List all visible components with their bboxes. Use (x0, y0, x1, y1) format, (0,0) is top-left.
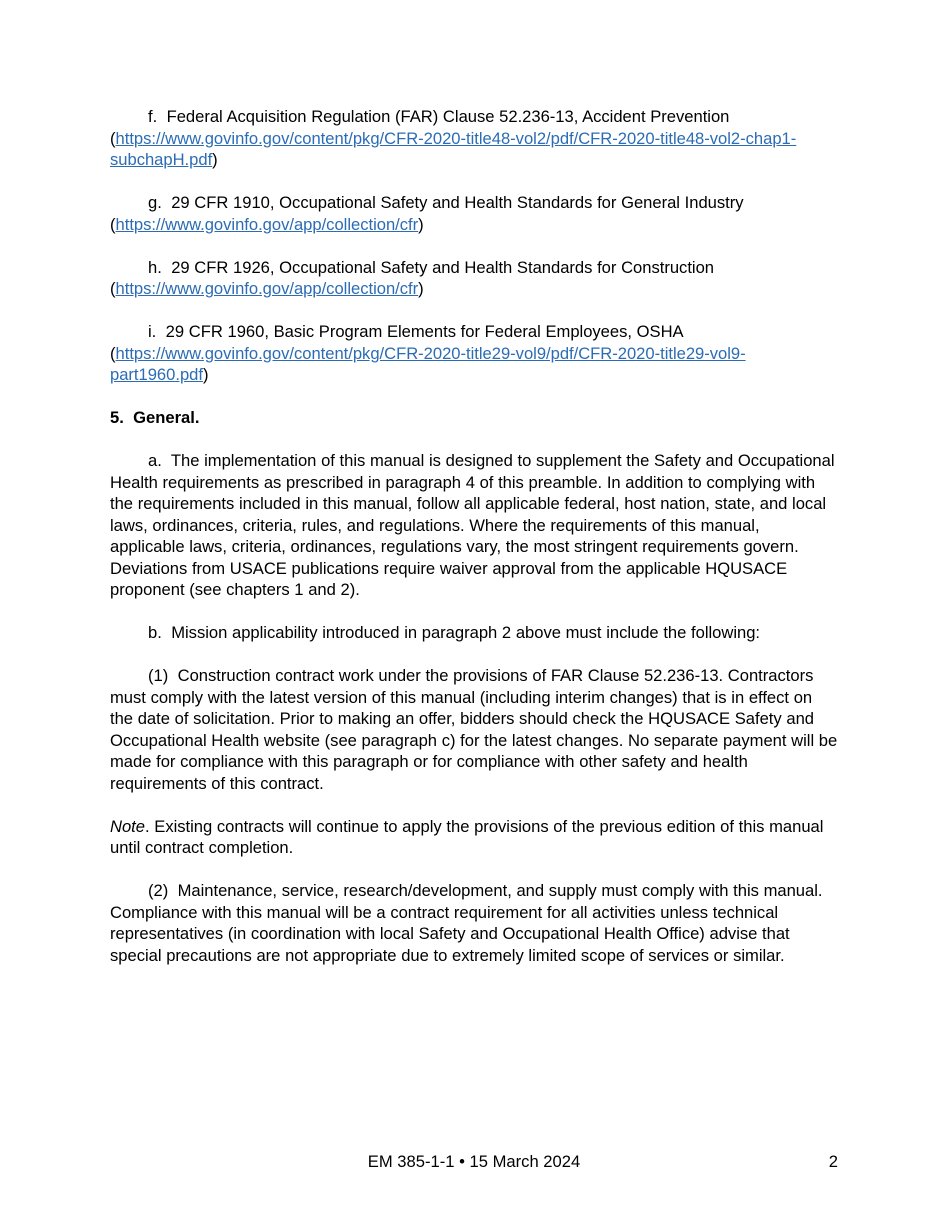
reference-item-g-label: g. (148, 193, 162, 212)
label-gap (156, 322, 165, 341)
reference-item-g-text: 29 CFR 1910, Occupational Safety and Health Standards for General Industry (171, 193, 744, 212)
footer-page-number: 2 (828, 1152, 838, 1171)
section-5-para-b-label: b. (148, 623, 162, 642)
close-paren: ) (418, 214, 424, 234)
label-gap (162, 451, 171, 470)
section-5-item-1 (110, 665, 838, 794)
section-5-note (110, 816, 838, 859)
label-gap (162, 258, 171, 277)
label-gap (124, 408, 133, 427)
reference-item-h (110, 257, 838, 300)
footer-document-id: EM 385-1-1 • 15 March 2024 (367, 1152, 581, 1171)
section-5-para-a-text: The implementation of this manual is designed to supplement the Safety and Occupational Health requirements as prescribed in paragraph 4 of this preamble. In addition to complying with the requirements included in this manual, follow all applicable federal, host nation, state, and local laws, ordinances, criteria, rules, and regulations. Where the requirements of this manual, applicable laws, criteria, ordinances, regulations vary, the most stringent requirements govern. Deviations from USACE publications require waiver approval from the applicable HQUSACE proponent (see chapters 1 and 2). (110, 451, 835, 599)
label-gap (162, 193, 171, 212)
open-paren: ( (110, 128, 116, 148)
reference-item-h-link[interactable]: https://www.govinfo.gov/app/collection/cfr (115, 279, 419, 298)
label-gap (168, 666, 177, 685)
reference-item-f-text: Federal Acquisition Regulation (FAR) Clause 52.236-13, Accident Prevention (166, 107, 730, 126)
section-5-para-a (110, 450, 838, 601)
page-footer (110, 1150, 838, 1174)
section-5-item-1-label: (1) (148, 666, 169, 685)
reference-item-h-label: h. (148, 257, 162, 277)
section-5-number: 5. (110, 408, 124, 427)
reference-item-i-link[interactable]: https://www.govinfo.gov/content/pkg/CFR-2020-title29-vol9/pdf/CFR-2020-title29-vol9-part1960.pdf (110, 343, 746, 384)
reference-item-f (110, 106, 838, 171)
section-5-heading (110, 407, 838, 429)
page-body (110, 106, 838, 966)
close-paren: ) (212, 150, 218, 169)
section-5-title: General. (133, 408, 200, 427)
section-5-para-b-text: Mission applicability introduced in paragraph 2 above must include the following: (171, 623, 761, 642)
open-paren: ( (110, 343, 116, 363)
section-5-item-2 (110, 880, 838, 966)
section-5-item-2-label: (2) (148, 881, 169, 900)
reference-item-i-text: 29 CFR 1960, Basic Program Elements for Federal Employees, OSHA (165, 322, 684, 341)
reference-item-i (110, 321, 838, 386)
section-5-note-label: Note (110, 816, 145, 836)
open-paren: ( (110, 279, 116, 298)
section-5-para-b (110, 622, 838, 644)
reference-item-i-label: i. (148, 322, 157, 341)
close-paren: ) (202, 365, 209, 384)
open-paren: ( (110, 214, 116, 234)
section-5-item-1-text: Construction contract work under the provisions of FAR Clause 52.236-13. Contractors must comply with the latest version of this manual (including interim changes) that is in effect on the date of solicitation. Prior to making an offer, bidders should check the HQUSACE Safety and Occupational Health website (see paragraph c) for the latest changes. No separate payment will be made for compliance with this paragraph or for compliance with other safety and health requirements of this contract. (110, 666, 838, 793)
reference-item-g-link[interactable]: https://www.govinfo.gov/app/collection/cfr (115, 214, 419, 234)
section-5-item-2-text: Maintenance, service, research/development, and supply must comply with this manual. Compliance with this manual will be a contract requirement for all activities unless technical representatives (in coordination with local Safety and Occupational Health Office) advise that special precautions are not appropriate due to extremely limited scope of services or similar. (110, 881, 823, 965)
reference-item-g (110, 192, 838, 235)
close-paren: ) (418, 279, 424, 298)
label-gap (157, 107, 166, 126)
reference-item-h-text: 29 CFR 1926, Occupational Safety and Health Standards for Construction (171, 257, 714, 277)
section-5-note-text: . Existing contracts will continue to apply the provisions of the previous edition of this manual until contract completion. (110, 816, 824, 857)
label-gap (162, 623, 171, 642)
section-5-para-a-label: a. (148, 451, 162, 470)
label-gap (168, 881, 177, 900)
reference-item-f-link[interactable]: https://www.govinfo.gov/content/pkg/CFR-2020-title48-vol2/pdf/CFR-2020-title48-vol2-chap1-subchapH.pdf (110, 128, 797, 169)
reference-item-f-label: f. (148, 107, 158, 126)
